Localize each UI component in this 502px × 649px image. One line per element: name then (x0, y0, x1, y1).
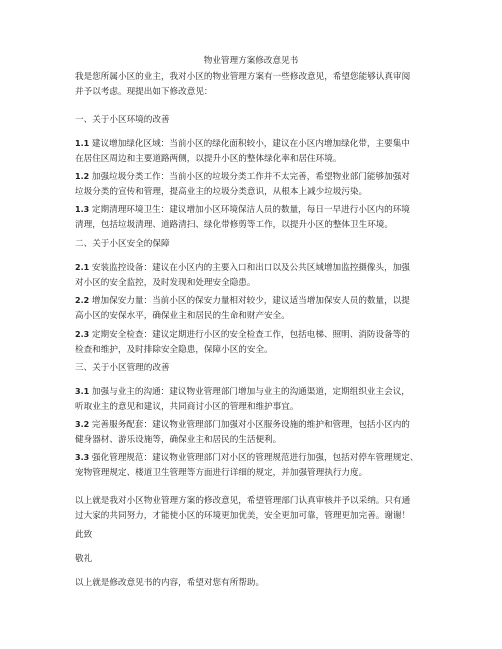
list-item (75, 261, 435, 290)
list-item (75, 451, 435, 480)
list-item (75, 170, 435, 199)
closing-salutation: 此致 (75, 530, 93, 540)
item-text: 高小区的安保水平，确保业主和居民的生命和财产安全。 (75, 310, 290, 321)
list-item (75, 385, 435, 414)
item-text: 强化管理规范：建议物业管理部门对小区的管理规范进行加强，包括对停车管理规定、 (91, 453, 419, 463)
intro-line: 并予以考虑。现提出如下修改意见： (75, 86, 213, 97)
item-text: 完善服务配套：建议物业管理部门加强对小区服务设施的维护和管理，包括小区内的 (91, 420, 410, 430)
item-text: 宠物管理规定、楼道卫生管理等方面进行详细的规定，并加强管理执行力度。 (75, 467, 368, 478)
item-text: 垃圾分类的宣传和管理，提高业主的垃圾分类意识，从根本上减少垃圾污染。 (75, 186, 368, 197)
item-text: 安装监控设备：建议在小区内的主要入口和出口以及公共区域增加监控摄像头，加强 (91, 263, 410, 273)
item-text: 听取业主的意见和建议，共同商讨小区的管理和维护事宜。 (75, 401, 299, 412)
item-text: 在居住区周边和主要道路两侧，以提升小区的整体绿化率和居住环境。 (75, 153, 342, 164)
intro-line: 我是您所属小区的业主，我对小区的物业管理方案有一些修改意见，希望您能够认真审阅 (75, 72, 411, 82)
item-number: 3.3 (75, 453, 90, 462)
item-number: 2.1 (75, 263, 90, 272)
item-text: 加强与业主的沟通：建议物业管理部门增加与业主的沟通渠道，定期组织业主会议， (91, 387, 410, 397)
item-number: 3.1 (75, 387, 90, 396)
footer-note: 以上就是修改意见书的内容，希望对您有所帮助。 (75, 578, 265, 588)
item-text: 定期安全检查：建议定期进行小区的安全检查工作，包括电梯、照明、消防设备等的 (91, 330, 410, 340)
item-number: 1.3 (75, 205, 90, 214)
section-heading: 二、关于小区安全的保障 (75, 239, 170, 249)
item-number: 1.2 (75, 172, 90, 181)
conclusion-paragraph (75, 494, 435, 523)
list-item (75, 294, 435, 323)
item-number: 1.1 (75, 139, 90, 148)
list-item (75, 203, 435, 232)
list-item (75, 418, 435, 447)
item-text: 定期清理环境卫生：建议增加小区环境保洁人员的数量，每日一早进行小区内的环境 (91, 205, 410, 215)
closing-regards: 敬礼 (75, 554, 93, 564)
item-text: 清理，包括垃圾清理、道路清扫、绿化带修剪等工作，以提升小区的整体卫生环境。 (75, 219, 393, 230)
item-text: 健身器材、游乐设施等，确保业主和居民的生活便利。 (75, 434, 282, 445)
list-item (75, 328, 435, 357)
list-item (75, 137, 435, 166)
document-title: 物业管理方案修改意见书 (203, 56, 299, 66)
intro-paragraph (75, 70, 435, 99)
item-number: 3.2 (75, 420, 90, 429)
item-text: 检查和维护，及时排除安全隐患，保障小区的安全。 (75, 344, 273, 355)
item-text: 建议增加绿化区域：当前小区的绿化面积较小，建议在小区内增加绿化带，主要集中 (91, 139, 410, 149)
conclusion-line: 以上就是我对小区物业管理方案的修改意见，希望管理部门认真审核并予以采纳。只有通 (75, 496, 411, 506)
section-heading: 三、关于小区管理的改善 (75, 363, 170, 373)
item-text: 加强垃圾分类工作：当前小区的垃圾分类工作并不太完善，希望物业部门能够加强对 (91, 172, 410, 182)
section-heading: 一、关于小区环境的改善 (75, 115, 170, 125)
item-text: 对小区的安全监控，及时发现和处理安全隐患。 (75, 277, 256, 288)
item-number: 2.2 (75, 296, 90, 305)
conclusion-line: 过大家的共同努力，才能使小区的环境更加优美，安全更加可靠，管理更加完善。谢谢！ (75, 510, 411, 521)
item-text: 增加保安力量：当前小区的保安力量相对较少，建议适当增加保安人员的数量，以提 (91, 296, 410, 306)
item-number: 2.3 (75, 330, 90, 339)
